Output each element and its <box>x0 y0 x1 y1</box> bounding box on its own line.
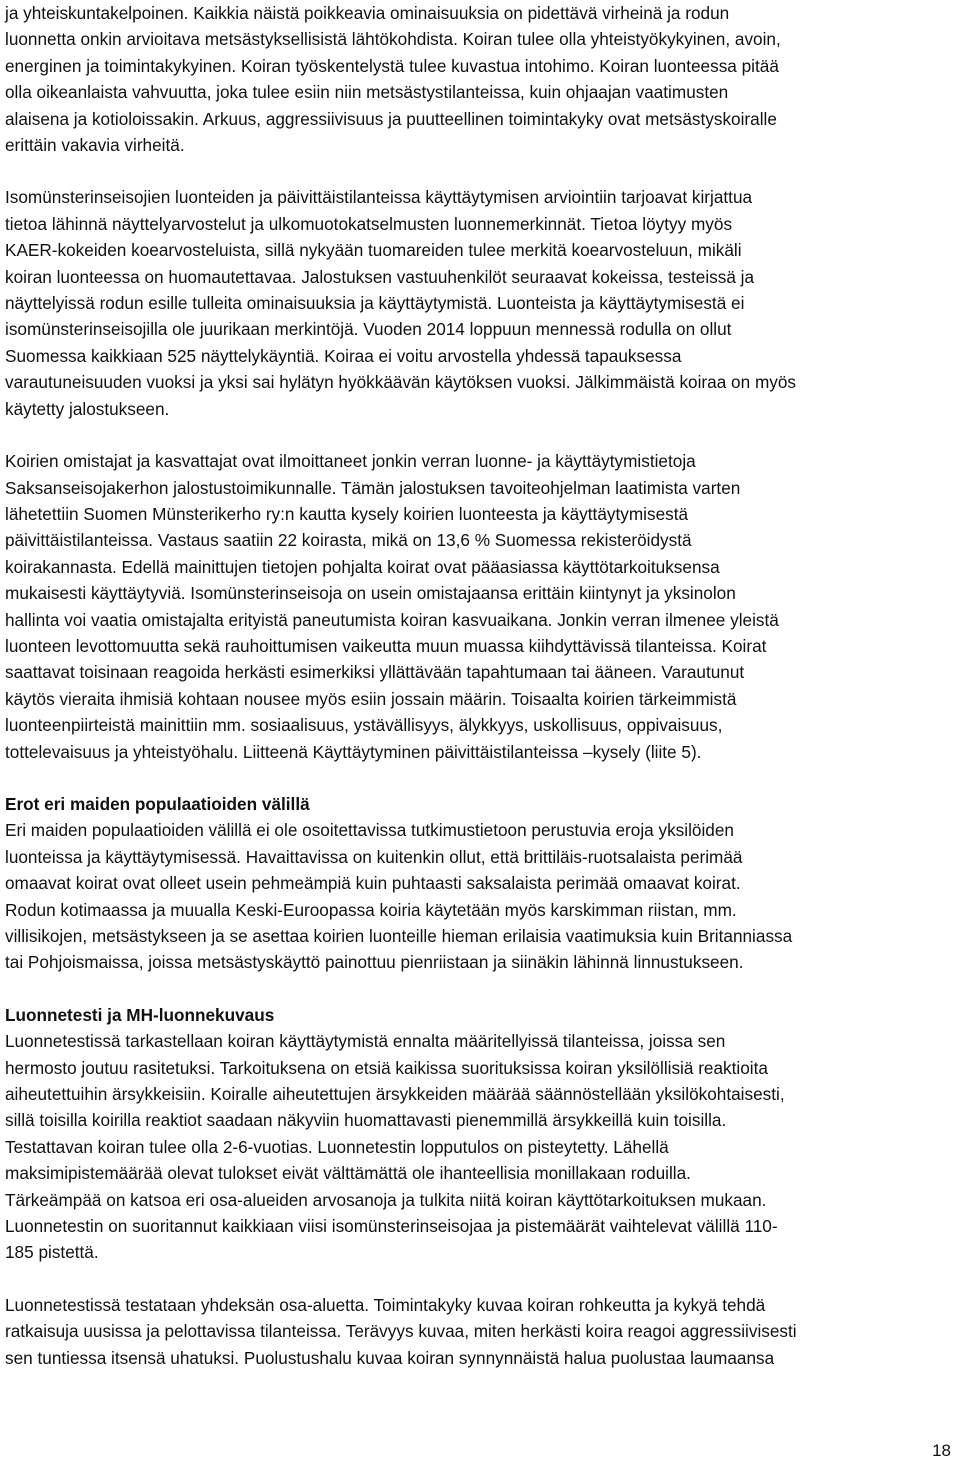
paragraph-subareas: Luonnetestissä testataan yhdeksän osa-aluetta. Toimintakyky kuvaa koiran rohkeutta ja kykyä tehdä ratkaisuja uusissa ja pelottavissa tilanteissa. Terävyys kuvaa, miten herkästi koira reagoi aggressiivisesti sen tuntiessa itsensä uhatuksi. Puolustushalu kuvaa koiran synnynnäistä halua puolustaa laumaansa <box>5 1294 797 1368</box>
paragraph-intro: ja yhteiskuntakelpoinen. Kaikkia näistä poikkeavia ominaisuuksia on pidettävä virheinä ja rodun luonnetta onkin arvioitava metsästyksellisistä lähtökohdista. Koiran tulee olla yhteistyökykyinen, avoin, energinen ja toimintakykyinen. Koiran työskentelystä tulee kuvastua intohimo. Koiran luonteessa pitää olla oikeanlaista vahvuutta, joka tulee esiin niin metsästystilanteissa, kuin ohjaajan vaatimusten alaisena ja kotioloissakin. Arkuus, aggressiivisuus ja puutteellinen toimintakyky ovat metsästyskoiralle erittäin vakavia virheitä. <box>5 3 781 156</box>
section-heading-temperament-test: Luonnetesti ja MH-luonnekuvaus <box>5 1004 275 1025</box>
paragraph-survey: Koirien omistajat ja kasvattajat ovat ilmoittaneet jonkin verran luonne- ja käyttäytymistietoja Saksanseisojakerhon jalostustoimikunnalle. Tämän jalostuksen tavoiteohjelman laatimista varten lähetettiin Suomen Münsterikerho ry:n kautta kysely koirien luonteesta ja käyttäytymisestä päivittäistilanteissa. Vastaus saatiin 22 koirasta, mikä on 13,6 % Suomessa rekisteröidystä koirakannasta. Edellä mainittujen tietojen pohjalta koirat ovat pääasiassa käyttötarkoituksensa mukaisesti käyttäytyviä. Isomünsterinseisoja on usein omistajaansa erittäin kiintynyt ja yksinolon hallinta voi vaatia omistajalta erityistä paneutumista koiran kasvuaikana. Jonkin verran ilmenee yleistä luonteen levottomuutta sekä rauhoittumisen vaikeutta muun muassa kiihdyttävissä tilanteissa. Koirat saattavat toisinaan reagoida herkästi esimerkiksi yllättävään tapahtumaan tai ääneen. Varautunut käytös vieraita ihmisiä kohtaan nousee myös esiin jossain määrin. Toisaalta koirien tärkeimmistä luonteenpiirteistä mainittiin mm. sosiaalisuus, ystävällisyys, älykkyys, uskollisuus, oppivaisuus, tottelevaisuus ja yhteistyöhalu. Liitteenä Käyttäytyminen päivittäistilanteissa –kysely (liite 5). <box>5 451 779 762</box>
document-page <box>5 0 950 1371</box>
page-number: 18 <box>932 1441 951 1460</box>
section-body-populations: Eri maiden populaatioiden välillä ei ole osoitettavissa tutkimustietoon perustuvia eroja yksilöiden luonteissa ja käyttäytymisessä. Havaittavissa on kuitenkin ollut, että brittiläis-ruotsalaista perimää omaavat koirat ovat olleet usein pehmeämpiä kuin puhtaasti saksalaista perimää omaavat koirat. Rodun kotimaassa ja muualla Keski-Euroopassa koiria käytetään myös karskimman riistan, mm. villisikojen, metsästykseen ja se asettaa koirien luonteille hieman erilaisia vaatimuksia kuin Britanniassa tai Pohjoismaissa, joissa metsästyskäyttö painottuu pienriistaan ja siinäkin lähinnä linnustukseen. <box>5 820 793 973</box>
section-heading-populations: Erot eri maiden populaatioiden välillä <box>5 793 310 814</box>
section-body-temperament-test: Luonnetestissä tarkastellaan koiran käyttäytymistä ennalta määritellyissä tilanteissa, joissa sen hermosto joutuu rasitetuksi. Tarkoituksena on etsiä kaikissa suorituksissa koiran yksilöllisiä reaktioita aiheutettuihin ärsykkeisiin. Koiralle aiheutettujen ärsykkeiden määrää säännöstellään yksilökohtaisesti, sillä toisilla koirilla reaktiot saadaan näkyviin huomattavasti pienemmillä ärsykkeillä kuin toisilla. Testattavan koiran tulee olla 2-6-vuotias. Luonnetestin lopputulos on pisteytetty. Lähellä maksimipistemäärää olevat tulokset eivät välttämättä ole ihanteellisia monillakaan roduilla. Tärkeämpää on katsoa eri osa-alueiden arvosanoja ja tulkita niitä koiran käyttötarkoituksen mukaan. Luonnetestin on suoritannut kaikkiaan viisi isomünsterinseisojaa ja pistemäärät vaihtelevat välillä 110- 185 pistettä. <box>5 1031 785 1263</box>
section-populations <box>5 791 950 976</box>
section-temperament-test <box>5 1002 950 1266</box>
paragraph-evaluation: Isomünsterinseisojien luonteiden ja päivittäistilanteissa käyttäytymisen arviointiin tarjoavat kirjattua tietoa lähinnä näyttelyarvostelut ja ulkomuotokatselmusten luonnemerkinnät. Tietoa löytyy myös KAER-kokeiden koearvosteluista, sillä nykyään tuomareiden tulee merkitä koearvosteluun, mikäli koiran luonteessa on huomautettavaa. Jalostuksen vastuuhenkilöt seuraavat kokeissa, testeissä ja näyttelyissä rodun esille tulleita ominaisuuksia ja käyttäytymistä. Luonteista ja käyttäytymisestä ei isomünsterinseisojilla ole juurikaan merkintöjä. Vuoden 2014 loppuun mennessä rodulla on ollut Suomessa kaikkiaan 525 näyttelykäyntiä. Koiraa ei voitu arvostella yhdessä tapauksessa varautuneisuuden vuoksi ja yksi sai hylätyn hyökkäävän käytöksen vuoksi. Jälkimmäistä koiraa on myös käytetty jalostukseen. <box>5 187 797 419</box>
